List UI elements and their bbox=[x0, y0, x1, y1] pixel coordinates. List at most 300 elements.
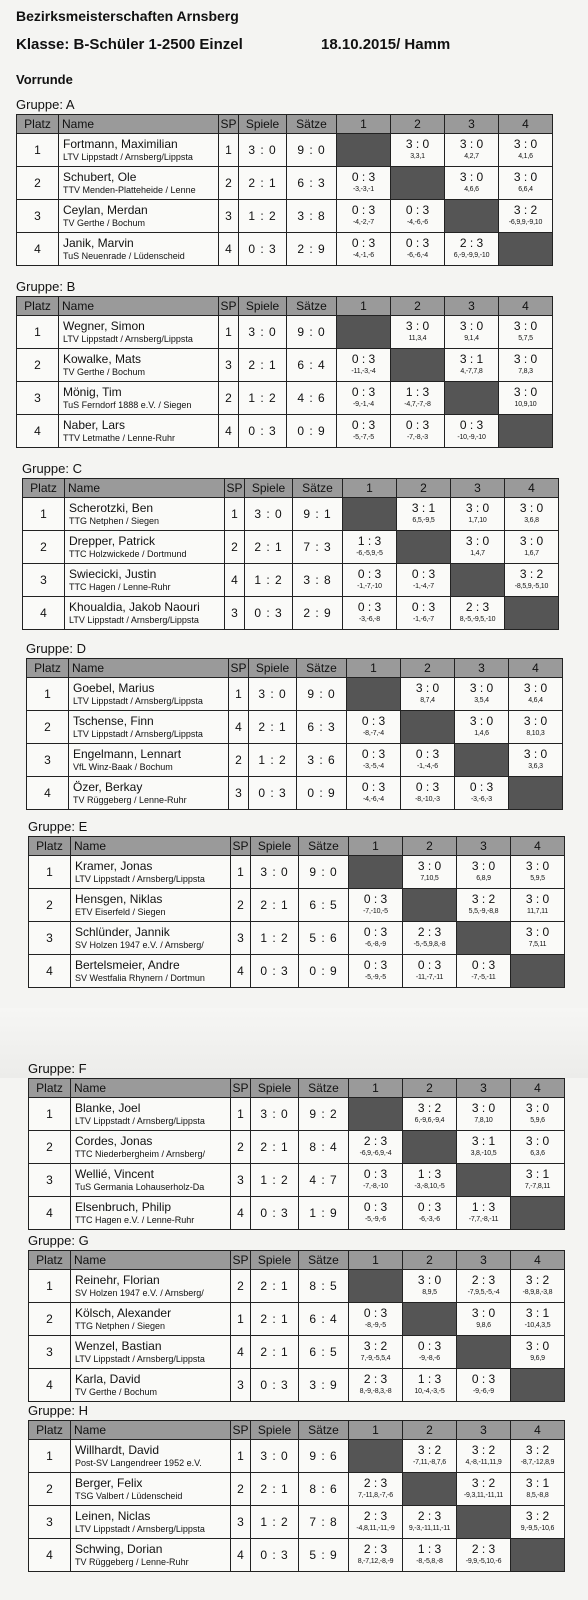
player-club: LTV Lippstadt / Arnsberg/Lippsta bbox=[75, 1354, 205, 1364]
match-result: 3 : 0 bbox=[459, 170, 484, 184]
match-cell bbox=[457, 1098, 511, 1131]
place-cell: 1 bbox=[17, 316, 59, 349]
match-cell bbox=[347, 711, 401, 744]
match-set-scores: -8,5,9,-5,10 bbox=[514, 583, 549, 590]
place-cell: 4 bbox=[29, 1539, 71, 1572]
column-header: 3 bbox=[457, 1079, 511, 1098]
games-cell: 2 : 1 bbox=[245, 531, 293, 564]
column-header: Spiele bbox=[239, 297, 287, 316]
match-result: 3 : 0 bbox=[523, 681, 548, 695]
match-result: 3 : 0 bbox=[465, 501, 490, 515]
column-header: SP bbox=[225, 479, 245, 498]
match-cell bbox=[403, 1506, 457, 1539]
sets-cell: 6 : 5 bbox=[299, 1336, 349, 1369]
column-header: 2 bbox=[401, 659, 455, 678]
match-result: 3 : 0 bbox=[469, 714, 494, 728]
table-row bbox=[23, 564, 559, 597]
table-row bbox=[27, 777, 563, 810]
player-name: Fortmann, Maximilian bbox=[63, 137, 178, 151]
sets-cell: 2 : 9 bbox=[287, 233, 337, 266]
self-match-cell bbox=[451, 564, 505, 597]
match-set-scores: 11,3,4 bbox=[408, 335, 427, 342]
match-set-scores: -4,8,11,-11,-9 bbox=[356, 1525, 395, 1532]
match-cell bbox=[511, 922, 565, 955]
match-cell bbox=[499, 349, 553, 382]
match-cell bbox=[511, 1506, 565, 1539]
group-table bbox=[16, 114, 553, 266]
match-cell bbox=[403, 1164, 457, 1197]
place-cell: 4 bbox=[29, 1197, 71, 1230]
match-result: 0 : 3 bbox=[471, 958, 496, 972]
column-header: 2 bbox=[391, 115, 445, 134]
match-result: 0 : 3 bbox=[405, 203, 430, 217]
column-header: Spiele bbox=[249, 659, 297, 678]
sets-cell: 6 : 3 bbox=[297, 711, 347, 744]
player-cell bbox=[59, 233, 219, 266]
self-match-cell bbox=[445, 382, 499, 415]
match-cell bbox=[349, 1506, 403, 1539]
match-result: 2 : 3 bbox=[465, 600, 490, 614]
player-name: Khoualdia, Jakob Naouri bbox=[69, 600, 200, 614]
table-row bbox=[29, 1098, 565, 1131]
self-match-cell bbox=[349, 1440, 403, 1473]
place-cell: 3 bbox=[29, 922, 71, 955]
games-cell: 2 : 1 bbox=[251, 1336, 299, 1369]
seed-cell: 1 bbox=[231, 856, 251, 889]
seed-cell: 4 bbox=[231, 1197, 251, 1230]
group-title: Gruppe: A bbox=[16, 97, 75, 112]
match-cell bbox=[455, 777, 509, 810]
self-match-cell bbox=[509, 777, 563, 810]
sets-cell: 0 : 9 bbox=[297, 777, 347, 810]
match-result: 3 : 0 bbox=[465, 534, 490, 548]
player-name: Hensgen, Niklas bbox=[75, 892, 163, 906]
player-club: TTV Menden-Platteheide / Lenne bbox=[63, 185, 196, 195]
seed-cell: 2 bbox=[219, 167, 239, 200]
sets-cell: 7 : 3 bbox=[293, 531, 343, 564]
match-cell bbox=[403, 1197, 457, 1230]
column-header: 1 bbox=[349, 1079, 403, 1098]
self-match-cell bbox=[511, 955, 565, 988]
player-cell bbox=[71, 889, 231, 922]
games-cell: 3 : 0 bbox=[251, 1098, 299, 1131]
match-set-scores: -8,-7,-4 bbox=[363, 730, 384, 737]
match-cell bbox=[349, 922, 403, 955]
match-set-scores: 4,-8,-11,11,9 bbox=[465, 1459, 502, 1466]
column-header: Spiele bbox=[251, 1251, 299, 1270]
column-header: Spiele bbox=[245, 479, 293, 498]
match-result: 3 : 0 bbox=[405, 319, 430, 333]
player-club: TTC Holzwickede / Dortmund bbox=[69, 549, 187, 559]
column-header: Sätze bbox=[299, 1079, 349, 1098]
match-cell bbox=[343, 564, 397, 597]
column-header: SP bbox=[231, 1421, 251, 1440]
seed-cell: 1 bbox=[231, 1098, 251, 1131]
sets-cell: 0 : 9 bbox=[287, 415, 337, 448]
match-set-scores: -8,9,8,-3,8 bbox=[522, 1289, 553, 1296]
sets-cell: 3 : 8 bbox=[287, 200, 337, 233]
player-club: LTV Lippstadt / Arnsberg/Lippsta bbox=[75, 1116, 205, 1126]
match-set-scores: 7,-9,-5,5,4 bbox=[360, 1355, 391, 1362]
player-club: TSG Valbert / Lüdenscheid bbox=[75, 1491, 183, 1501]
match-cell bbox=[499, 200, 553, 233]
match-cell bbox=[499, 167, 553, 200]
player-cell bbox=[71, 1098, 231, 1131]
match-result: 3 : 0 bbox=[525, 925, 550, 939]
match-result: 2 : 3 bbox=[471, 1542, 496, 1556]
match-cell bbox=[445, 167, 499, 200]
place-cell: 3 bbox=[29, 1336, 71, 1369]
player-cell bbox=[71, 1539, 231, 1572]
column-header: SP bbox=[219, 297, 239, 316]
place-cell: 2 bbox=[17, 349, 59, 382]
match-result: 3 : 2 bbox=[471, 1476, 496, 1490]
seed-cell: 4 bbox=[225, 564, 245, 597]
match-set-scores: 11,7,11 bbox=[527, 908, 548, 915]
column-header: Spiele bbox=[251, 1079, 299, 1098]
match-result: 0 : 3 bbox=[363, 1167, 388, 1181]
match-set-scores: 7,8,10 bbox=[474, 1117, 493, 1124]
player-name: Schubert, Ole bbox=[63, 170, 137, 184]
match-set-scores: 8,-9,-8,3,-8 bbox=[359, 1388, 392, 1395]
match-cell bbox=[457, 1440, 511, 1473]
group-title: Gruppe: C bbox=[22, 461, 82, 476]
match-cell bbox=[511, 1164, 565, 1197]
match-result: 3 : 0 bbox=[471, 1306, 496, 1320]
player-name: Naber, Lars bbox=[63, 418, 126, 432]
match-result: 2 : 3 bbox=[363, 1542, 388, 1556]
match-cell bbox=[349, 1473, 403, 1506]
column-header: SP bbox=[229, 659, 249, 678]
column-header: Name bbox=[71, 1079, 231, 1098]
player-cell bbox=[59, 167, 219, 200]
match-result: 3 : 2 bbox=[363, 1339, 388, 1353]
column-header: SP bbox=[219, 115, 239, 134]
match-result: 0 : 3 bbox=[363, 1200, 388, 1214]
match-result: 2 : 3 bbox=[363, 1372, 388, 1386]
seed-cell: 1 bbox=[231, 1303, 251, 1336]
place-cell: 4 bbox=[17, 415, 59, 448]
match-set-scores: -1,-6,-7 bbox=[413, 616, 434, 623]
match-result: 1 : 3 bbox=[405, 385, 430, 399]
match-cell bbox=[391, 200, 445, 233]
match-set-scores: -11,-3,-4 bbox=[351, 368, 376, 375]
round-heading: Vorrunde bbox=[16, 72, 73, 87]
match-set-scores: -4,7,-7,-8 bbox=[404, 401, 431, 408]
match-cell bbox=[509, 711, 563, 744]
group-title: Gruppe: G bbox=[28, 1233, 89, 1248]
match-result: 3 : 2 bbox=[417, 1101, 442, 1115]
column-header: Sätze bbox=[287, 115, 337, 134]
match-cell bbox=[509, 744, 563, 777]
column-header: 3 bbox=[455, 659, 509, 678]
games-cell: 1 : 2 bbox=[249, 744, 297, 777]
match-result: 0 : 3 bbox=[363, 958, 388, 972]
column-header: Sätze bbox=[299, 837, 349, 856]
group-section bbox=[28, 818, 565, 988]
sets-cell: 8 : 4 bbox=[299, 1131, 349, 1164]
sets-cell: 8 : 5 bbox=[299, 1270, 349, 1303]
player-cell bbox=[69, 711, 229, 744]
match-cell bbox=[403, 1336, 457, 1369]
group-title: Gruppe: E bbox=[28, 819, 88, 834]
match-set-scores: 6,5,-9,5 bbox=[412, 517, 435, 524]
match-result: 3 : 2 bbox=[471, 1443, 496, 1457]
match-result: 0 : 3 bbox=[469, 780, 494, 794]
match-set-scores: -11,-7,-11 bbox=[415, 974, 444, 981]
match-cell bbox=[457, 1131, 511, 1164]
match-set-scores: -5,-5,9,8,-8 bbox=[413, 941, 446, 948]
match-result: 3 : 0 bbox=[523, 747, 548, 761]
column-header: Name bbox=[59, 297, 219, 316]
match-set-scores: 3,5,4 bbox=[474, 697, 489, 704]
table-row bbox=[29, 922, 565, 955]
match-result: 2 : 3 bbox=[459, 236, 484, 250]
column-header: Platz bbox=[27, 659, 69, 678]
match-set-scores: 5,5,-9,-8,8 bbox=[468, 908, 499, 915]
games-cell: 0 : 3 bbox=[239, 415, 287, 448]
sets-cell: 5 : 9 bbox=[299, 1539, 349, 1572]
games-cell: 1 : 2 bbox=[251, 1164, 299, 1197]
match-cell bbox=[455, 678, 509, 711]
match-result: 3 : 1 bbox=[459, 352, 484, 366]
self-match-cell bbox=[337, 316, 391, 349]
table-row bbox=[27, 678, 563, 711]
page-title: Bezirksmeisterschaften Arnsberg bbox=[16, 8, 239, 24]
games-cell: 2 : 1 bbox=[239, 349, 287, 382]
games-cell: 1 : 2 bbox=[239, 200, 287, 233]
games-cell: 3 : 0 bbox=[245, 498, 293, 531]
match-result: 3 : 2 bbox=[471, 892, 496, 906]
match-result: 0 : 3 bbox=[357, 600, 382, 614]
column-header: Name bbox=[71, 837, 231, 856]
match-cell bbox=[349, 1131, 403, 1164]
match-result: 0 : 3 bbox=[417, 1339, 442, 1353]
match-result: 0 : 3 bbox=[471, 1372, 496, 1386]
match-result: 3 : 0 bbox=[513, 137, 538, 151]
group-title: Gruppe: B bbox=[16, 279, 76, 294]
match-result: 3 : 1 bbox=[411, 501, 436, 515]
match-cell bbox=[337, 382, 391, 415]
match-set-scores: 9,-3,-11,11,-11 bbox=[408, 1525, 451, 1532]
match-result: 0 : 3 bbox=[357, 567, 382, 581]
player-cell bbox=[59, 134, 219, 167]
match-cell bbox=[511, 1336, 565, 1369]
group-section bbox=[28, 1060, 565, 1230]
match-set-scores: 4,1,6 bbox=[518, 153, 533, 160]
match-result: 3 : 0 bbox=[523, 714, 548, 728]
match-result: 3 : 0 bbox=[513, 352, 538, 366]
column-header: 4 bbox=[499, 297, 553, 316]
match-result: 3 : 0 bbox=[525, 859, 550, 873]
column-header: 3 bbox=[457, 1421, 511, 1440]
match-result: 1 : 3 bbox=[471, 1200, 496, 1214]
player-club: LTV Lippstadt / Arnsberg/Lippsta bbox=[63, 334, 193, 344]
player-name: Janik, Marvin bbox=[63, 236, 134, 250]
match-cell bbox=[349, 1303, 403, 1336]
group-section bbox=[28, 1232, 565, 1402]
match-set-scores: -3,-3,-1 bbox=[353, 186, 374, 193]
sets-cell: 4 : 6 bbox=[287, 382, 337, 415]
match-cell bbox=[505, 564, 559, 597]
player-club: TTG Netphen / Siegen bbox=[75, 1321, 166, 1331]
match-set-scores: 3,8,-10,5 bbox=[470, 1150, 497, 1157]
match-cell bbox=[457, 955, 511, 988]
match-result: 0 : 3 bbox=[351, 203, 376, 217]
games-cell: 0 : 3 bbox=[251, 1539, 299, 1572]
match-result: 3 : 0 bbox=[415, 681, 440, 695]
match-set-scores: -7,11,-8,7,6 bbox=[413, 1459, 446, 1466]
column-header: Platz bbox=[23, 479, 65, 498]
place-cell: 3 bbox=[29, 1164, 71, 1197]
column-header: 1 bbox=[349, 1251, 403, 1270]
column-header: Platz bbox=[17, 297, 59, 316]
player-cell bbox=[59, 382, 219, 415]
match-cell bbox=[343, 531, 397, 564]
match-result: 2 : 3 bbox=[363, 1509, 388, 1523]
seed-cell: 1 bbox=[225, 498, 245, 531]
player-club: LTV Lippstadt / Arnsberg/Lippsta bbox=[73, 729, 203, 739]
self-match-cell bbox=[457, 1336, 511, 1369]
match-set-scores: 4,6,4 bbox=[528, 697, 543, 704]
self-match-cell bbox=[511, 1197, 565, 1230]
place-cell: 1 bbox=[29, 1440, 71, 1473]
match-cell bbox=[337, 233, 391, 266]
player-cell bbox=[65, 531, 225, 564]
player-cell bbox=[65, 564, 225, 597]
self-match-cell bbox=[499, 415, 553, 448]
column-header: 1 bbox=[349, 837, 403, 856]
seed-cell: 2 bbox=[231, 1131, 251, 1164]
match-set-scores: 8,-7,12,-8,-9 bbox=[357, 1558, 394, 1565]
match-set-scores: -3,-5,-4 bbox=[363, 763, 384, 770]
table-row bbox=[23, 531, 559, 564]
place-cell: 3 bbox=[23, 564, 65, 597]
player-cell bbox=[59, 200, 219, 233]
match-set-scores: -9,9,-5,10,-6 bbox=[465, 1558, 502, 1565]
column-header: Name bbox=[65, 479, 225, 498]
table-header-row bbox=[29, 1079, 565, 1098]
match-cell bbox=[511, 1131, 565, 1164]
group-table bbox=[28, 1250, 565, 1402]
player-name: Goebel, Marius bbox=[73, 681, 155, 695]
player-cell bbox=[71, 1131, 231, 1164]
table-header-row bbox=[17, 297, 553, 316]
column-header: 3 bbox=[445, 297, 499, 316]
match-result: 0 : 3 bbox=[351, 385, 376, 399]
column-header: 4 bbox=[511, 837, 565, 856]
match-cell bbox=[457, 1369, 511, 1402]
match-cell bbox=[343, 597, 397, 630]
column-header: Platz bbox=[29, 1251, 71, 1270]
table-row bbox=[29, 1473, 565, 1506]
seed-cell: 3 bbox=[219, 349, 239, 382]
match-set-scores: 1,7,10 bbox=[468, 517, 487, 524]
match-result: 2 : 3 bbox=[471, 1273, 496, 1287]
player-cell bbox=[71, 1164, 231, 1197]
column-header: Platz bbox=[29, 1079, 71, 1098]
sets-cell: 0 : 9 bbox=[299, 955, 349, 988]
match-result: 3 : 0 bbox=[417, 859, 442, 873]
match-cell bbox=[499, 134, 553, 167]
match-result: 0 : 3 bbox=[363, 892, 388, 906]
group-section bbox=[16, 278, 553, 448]
match-set-scores: -4,-6,-6 bbox=[407, 219, 428, 226]
match-set-scores: -4,-1,-6 bbox=[353, 252, 374, 259]
column-header: 4 bbox=[511, 1251, 565, 1270]
match-cell bbox=[403, 856, 457, 889]
match-set-scores: 6,6,4 bbox=[518, 186, 533, 193]
games-cell: 1 : 2 bbox=[245, 564, 293, 597]
sets-cell: 1 : 9 bbox=[299, 1197, 349, 1230]
match-result: 3 : 0 bbox=[525, 892, 550, 906]
column-header: Name bbox=[59, 115, 219, 134]
table-header-row bbox=[29, 1421, 565, 1440]
table-row bbox=[29, 1270, 565, 1303]
match-set-scores: 6,3,6 bbox=[530, 1150, 545, 1157]
group-table bbox=[26, 658, 563, 810]
games-cell: 2 : 1 bbox=[251, 889, 299, 922]
column-header: 2 bbox=[397, 479, 451, 498]
column-header: 2 bbox=[391, 297, 445, 316]
table-row bbox=[29, 1506, 565, 1539]
group-title: Gruppe: F bbox=[28, 1061, 87, 1076]
group-table bbox=[16, 296, 553, 448]
place-cell: 1 bbox=[29, 856, 71, 889]
column-header: Sätze bbox=[297, 659, 347, 678]
match-cell bbox=[397, 498, 451, 531]
seed-cell: 1 bbox=[219, 316, 239, 349]
match-result: 3 : 2 bbox=[525, 1273, 550, 1287]
match-result: 0 : 3 bbox=[351, 418, 376, 432]
column-header: 1 bbox=[337, 115, 391, 134]
player-cell bbox=[71, 1506, 231, 1539]
table-row bbox=[17, 316, 553, 349]
player-club: TTG Netphen / Siegen bbox=[69, 516, 160, 526]
match-set-scores: 3,3,1 bbox=[410, 153, 425, 160]
match-set-scores: -8,7,-12,8,9 bbox=[520, 1459, 555, 1466]
match-cell bbox=[349, 955, 403, 988]
seed-cell: 2 bbox=[229, 744, 249, 777]
match-set-scores: 7,8,3 bbox=[518, 368, 533, 375]
seed-cell: 2 bbox=[219, 382, 239, 415]
player-cell bbox=[59, 316, 219, 349]
match-result: 3 : 0 bbox=[519, 501, 544, 515]
match-set-scores: 8,5,-8,8 bbox=[526, 1492, 549, 1499]
match-cell bbox=[401, 678, 455, 711]
column-header: SP bbox=[231, 837, 251, 856]
player-cell bbox=[71, 1270, 231, 1303]
match-cell bbox=[511, 1440, 565, 1473]
match-set-scores: 5,7,5 bbox=[518, 335, 533, 342]
player-club: SV Holzen 1947 e.V. / Arnsberg/ bbox=[75, 1288, 204, 1298]
group-title: Gruppe: H bbox=[28, 1403, 88, 1418]
sets-cell: 2 : 9 bbox=[293, 597, 343, 630]
self-match-cell bbox=[337, 134, 391, 167]
place-cell: 1 bbox=[29, 1270, 71, 1303]
self-match-cell bbox=[397, 531, 451, 564]
column-header: 4 bbox=[505, 479, 559, 498]
player-name: Engelmann, Lennart bbox=[73, 747, 182, 761]
table-row bbox=[17, 167, 553, 200]
match-cell bbox=[511, 1473, 565, 1506]
match-cell bbox=[349, 889, 403, 922]
match-cell bbox=[455, 711, 509, 744]
match-set-scores: 7,-11,8,-7,-6 bbox=[357, 1492, 393, 1499]
match-set-scores: -3,-8,10,-5 bbox=[414, 1183, 445, 1190]
sets-cell: 3 : 6 bbox=[297, 744, 347, 777]
match-result: 3 : 0 bbox=[513, 170, 538, 184]
